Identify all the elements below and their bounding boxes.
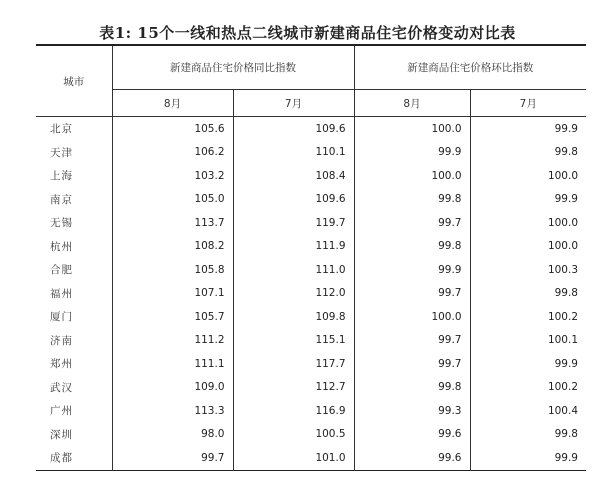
value-cell-mom-aug: 99.7 [354, 211, 470, 235]
value-cell-yoy-jul: 116.9 [233, 399, 354, 423]
city-cell: 合肥 [36, 258, 112, 282]
value-cell-mom-aug: 100.0 [354, 164, 470, 188]
table-body [36, 117, 586, 471]
value-cell-yoy-aug: 107.1 [112, 282, 233, 306]
city-cell: 上海 [36, 164, 112, 188]
value-cell-mom-aug: 100.0 [354, 117, 470, 141]
value-cell-yoy-jul: 100.5 [233, 423, 354, 447]
header-city: 城市 [36, 45, 112, 117]
value-cell-mom-jul: 100.1 [547, 334, 578, 347]
value-cell-yoy-jul: 108.4 [233, 164, 354, 188]
value-cell-yoy-jul: 111.9 [233, 235, 354, 259]
value-cell-yoy-aug: 98.0 [112, 423, 233, 447]
table-row [36, 399, 586, 423]
value-cell-yoy-jul: 110.1 [233, 141, 354, 165]
table-row [36, 376, 586, 400]
table-row [36, 423, 586, 447]
value-cell-mom-aug: 99.9 [354, 141, 470, 165]
header-mom-jul: 7月 [470, 90, 586, 117]
city-cell: 郑州 [36, 352, 112, 376]
city-cell: 南京 [36, 188, 112, 212]
value-cell-mom-jul: 99.9 [554, 122, 578, 135]
value-cell-mom-aug: 99.8 [354, 235, 470, 259]
table-row [36, 258, 586, 282]
value-cell-mom-aug: 100.0 [354, 305, 470, 329]
city-cell: 无锡 [36, 211, 112, 235]
value-cell-yoy-aug: 109.0 [112, 376, 233, 400]
value-cell-mom-jul: 100.0 [547, 216, 578, 229]
value-cell-yoy-jul: 115.1 [233, 329, 354, 353]
value-cell-mom-jul: 100.2 [547, 310, 578, 323]
value-cell-yoy-jul: 117.7 [233, 352, 354, 376]
value-cell-yoy-aug: 113.7 [112, 211, 233, 235]
table-row [36, 329, 586, 353]
header-mom-group: 新建商品住宅价格环比指数 [354, 45, 586, 90]
table-row [36, 282, 586, 306]
value-cell-mom-jul: 100.0 [547, 240, 578, 253]
header-yoy-aug: 8月 [112, 90, 233, 117]
value-cell-mom-aug: 99.7 [354, 352, 470, 376]
table-row [36, 446, 586, 470]
city-cell: 北京 [36, 117, 112, 141]
value-cell-yoy-jul: 109.6 [233, 117, 354, 141]
city-cell: 深圳 [36, 423, 112, 447]
value-cell-mom-aug: 99.7 [354, 329, 470, 353]
table-row [36, 305, 586, 329]
value-cell-mom-jul: 99.8 [554, 428, 578, 441]
value-cell-mom-jul: 99.8 [554, 146, 578, 159]
table-row [36, 164, 586, 188]
header-mom-aug: 8月 [354, 90, 470, 117]
value-cell-mom-aug: 99.7 [354, 282, 470, 306]
value-cell-yoy-aug: 99.7 [112, 446, 233, 470]
value-cell-yoy-aug: 111.2 [112, 329, 233, 353]
value-cell-mom-aug: 99.6 [354, 446, 470, 470]
table-row [36, 188, 586, 212]
city-cell: 武汉 [36, 376, 112, 400]
value-cell-mom-jul: 99.9 [554, 193, 578, 206]
value-cell-yoy-aug: 105.7 [112, 305, 233, 329]
table-title: 表1: 15个一线和热点二线城市新建商品住宅价格变动对比表 [99, 24, 516, 42]
value-cell-yoy-aug: 108.2 [112, 235, 233, 259]
value-cell-mom-jul: 99.9 [554, 357, 578, 370]
value-cell-yoy-aug: 105.0 [112, 188, 233, 212]
city-cell: 济南 [36, 329, 112, 353]
value-cell-yoy-aug: 111.1 [112, 352, 233, 376]
value-cell-mom-jul: 100.2 [547, 381, 578, 394]
city-cell: 福州 [36, 282, 112, 306]
city-cell: 天津 [36, 141, 112, 165]
city-cell: 成都 [36, 446, 112, 470]
value-cell-mom-jul: 100.4 [547, 404, 578, 417]
value-cell-mom-aug: 99.8 [354, 376, 470, 400]
header-yoy-jul: 7月 [233, 90, 354, 117]
table-row [36, 141, 586, 165]
value-cell-yoy-aug: 113.3 [112, 399, 233, 423]
city-cell: 杭州 [36, 235, 112, 259]
value-cell-mom-aug: 99.8 [354, 188, 470, 212]
value-cell-yoy-jul: 109.8 [233, 305, 354, 329]
table-row [36, 117, 586, 141]
table-row [36, 352, 586, 376]
value-cell-yoy-jul: 111.0 [233, 258, 354, 282]
value-cell-yoy-aug: 105.6 [112, 117, 233, 141]
value-cell-yoy-aug: 103.2 [112, 164, 233, 188]
value-cell-yoy-aug: 105.8 [112, 258, 233, 282]
table-row [36, 211, 586, 235]
value-cell-mom-aug: 99.6 [354, 423, 470, 447]
table-row [36, 235, 586, 259]
value-cell-mom-jul: 100.0 [547, 169, 578, 182]
value-cell-yoy-jul: 109.6 [233, 188, 354, 212]
value-cell-yoy-aug: 106.2 [112, 141, 233, 165]
price-index-table [36, 44, 586, 471]
value-cell-yoy-jul: 112.0 [233, 282, 354, 306]
header-yoy-group: 新建商品住宅价格同比指数 [112, 45, 354, 90]
value-cell-mom-aug: 99.9 [354, 258, 470, 282]
value-cell-yoy-jul: 119.7 [233, 211, 354, 235]
city-cell: 厦门 [36, 305, 112, 329]
value-cell-mom-jul: 99.8 [554, 287, 578, 300]
value-cell-yoy-jul: 112.7 [233, 376, 354, 400]
value-cell-yoy-jul: 101.0 [233, 446, 354, 470]
value-cell-mom-jul: 99.9 [554, 451, 578, 464]
value-cell-mom-aug: 99.3 [354, 399, 470, 423]
value-cell-mom-jul: 100.3 [547, 263, 578, 276]
city-cell: 广州 [36, 399, 112, 423]
